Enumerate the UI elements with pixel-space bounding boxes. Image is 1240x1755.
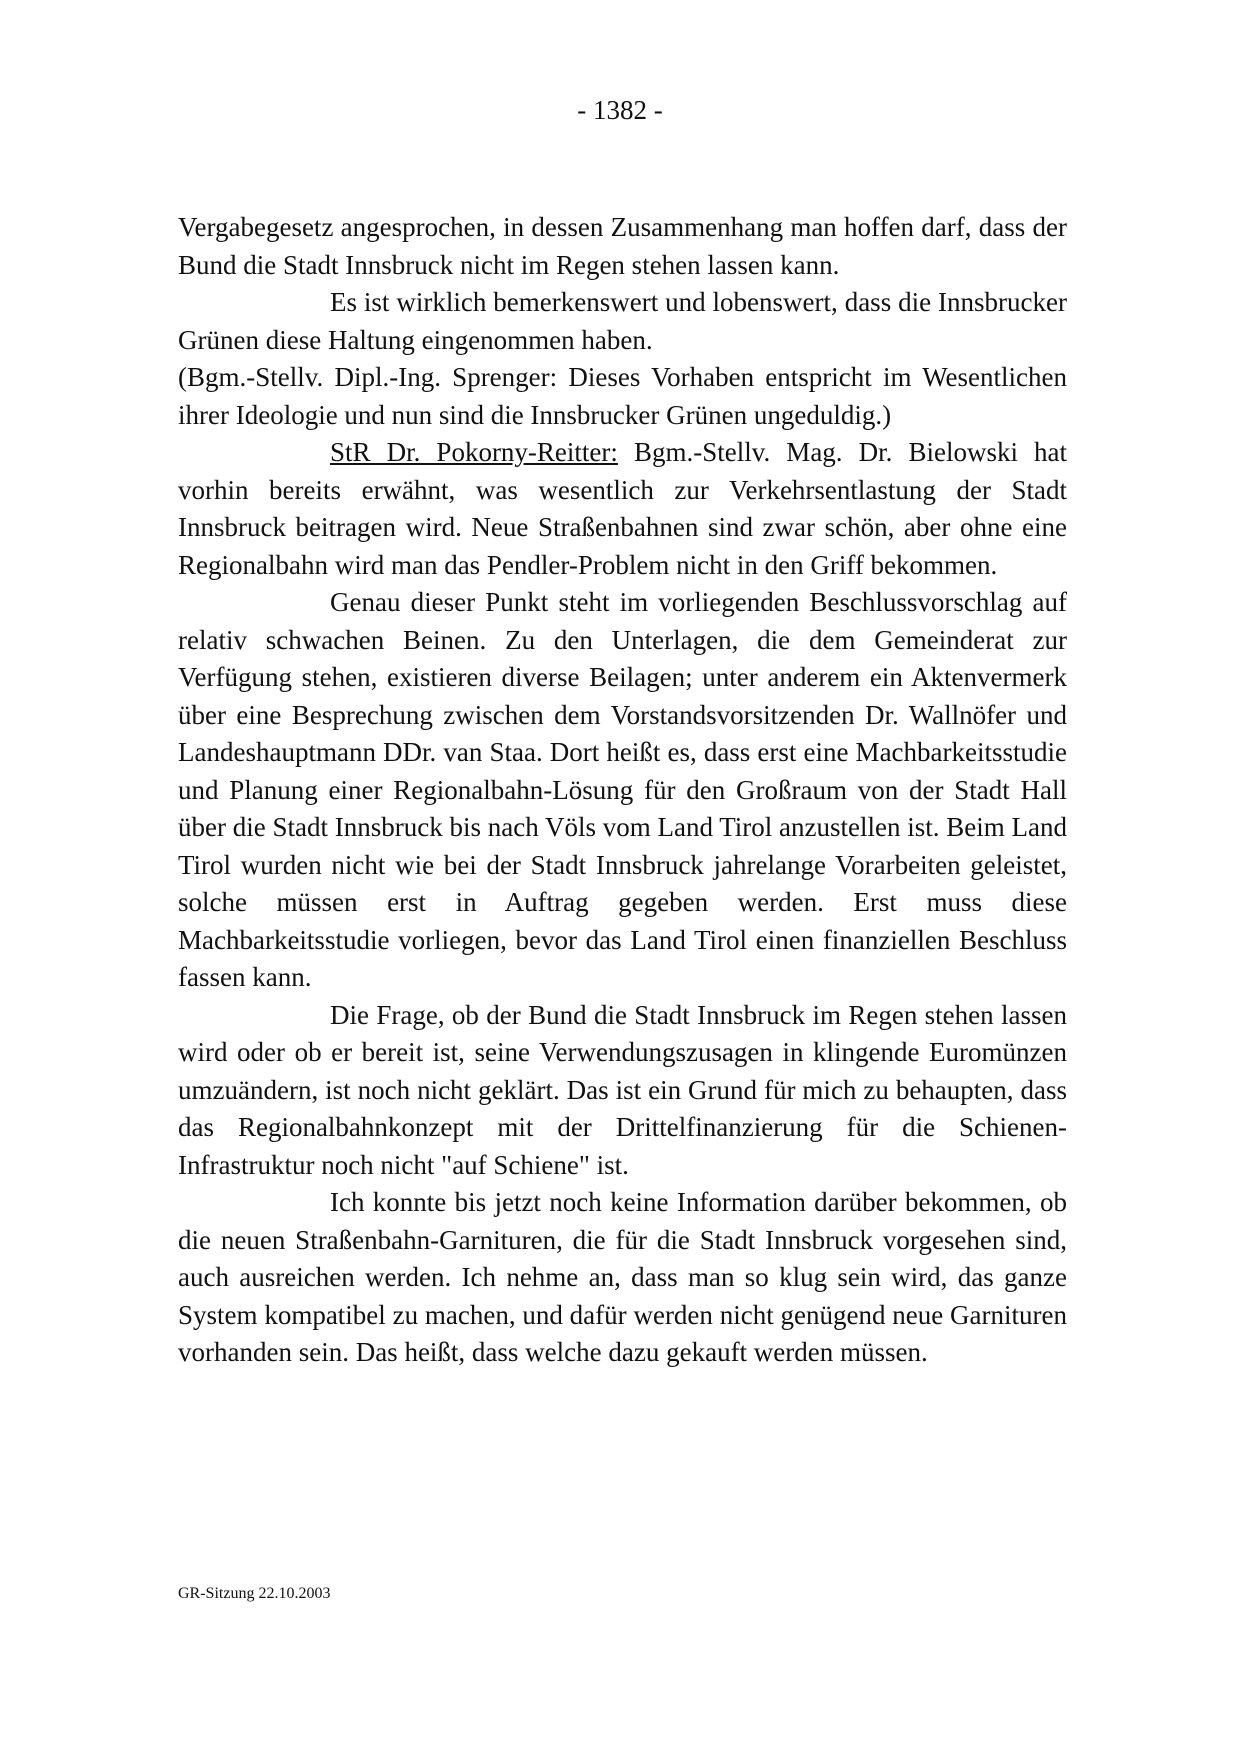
paragraph-1	[178, 209, 1067, 284]
paragraph-2	[178, 284, 1067, 359]
paragraph-4-text: Bgm.-Stellv. Mag. Dr. Bielowski hat vorhin bereits erwähnt, was wesentlich zur Verkehrsentlastung der Stadt Innsbruck beitragen wird. Neue Straßenbahnen sind zwar schön, aber ohne eine Regionalbahn wird man das Pendler-Problem nicht in den Griff bekommen.	[178, 437, 1068, 580]
paragraph-5	[178, 584, 1067, 997]
paragraph-7-text: Ich konnte bis jetzt noch keine Information darüber bekommen, ob die neuen Straßenbahn-Garnituren, die für die Stadt Innsbruck vorgesehen sind, auch ausreichen werden. Ich nehme an, dass man so klug sein wird, das ganze System kompatibel zu machen, und dafür werden nicht genügend neue Garnituren vorhanden sein. Das heißt, dass welche dazu gekauft werden müssen.	[178, 1187, 1067, 1367]
body-text	[178, 209, 1067, 1372]
paragraph-1-text: Vergabegesetz angesprochen, in dessen Zusammenhang man hoffen darf, dass der Bund die Stadt Innsbruck nicht im Regen stehen lassen kann.	[178, 212, 1067, 280]
speaker-name: StR Dr. Pokorny-Reitter:	[330, 437, 618, 467]
paragraph-7	[178, 1184, 1067, 1372]
paragraph-4	[178, 434, 1067, 584]
paragraph-3-text: (Bgm.-Stellv. Dipl.-Ing. Sprenger: Dieses Vorhaben entspricht im Wesentlichen ihrer Ideologie und nun sind die Innsbrucker Grünen ungeduldig.)	[178, 362, 1067, 430]
paragraph-6-text: Die Frage, ob der Bund die Stadt Innsbruck im Regen stehen lassen wird oder ob er bereit ist, seine Verwendungszusagen in klingende Euromünzen umzuändern, ist noch nicht geklärt. Das ist ein Grund für mich zu behaupten, dass das Regionalbahnkonzept mit der Drittelfinanzierung für die Schienen-Infrastruktur noch nicht "auf Schiene" ist.	[178, 999, 1067, 1180]
paragraph-2-text: Es ist wirklich bemerkenswert und lobenswert, dass die Innsbrucker Grünen diese Haltung eingenommen haben.	[178, 287, 1067, 355]
paragraph-6	[178, 997, 1067, 1185]
page-number: - 1382 -	[577, 95, 663, 125]
paragraph-3-interjection	[178, 359, 1067, 434]
paragraph-5-text: Genau dieser Punkt steht im vorliegenden Beschlussvorschlag auf relativ schwachen Beinen. Zu den Unterlagen, die dem Gemeinderat zur Verfügung stehen, existieren diverse Beilagen; unter anderem ein Aktenvermerk über eine Besprechung zwischen dem Vorstandsvorsitzenden Dr. Wallnöfer und Landeshauptmann DDr. van Staa. Dort heißt es, dass erst eine Machbarkeitsstudie und Planung einer Regionalbahn-Lösung für den Großraum von der Stadt Hall über die Stadt Innsbruck bis nach Völs vom Land Tirol anzustellen ist. Beim Land Tirol wurden nicht wie bei der Stadt Innsbruck jahrelange Vorarbeiten geleistet, solche müssen erst in Auftrag gegeben werden. Erst muss diese Machbarkeitsstudie vorliegen, bevor das Land Tirol einen finanziellen Beschluss fassen kann.	[178, 587, 1067, 992]
footer-session-date: GR-Sitzung 22.10.2003	[178, 1585, 331, 1602]
